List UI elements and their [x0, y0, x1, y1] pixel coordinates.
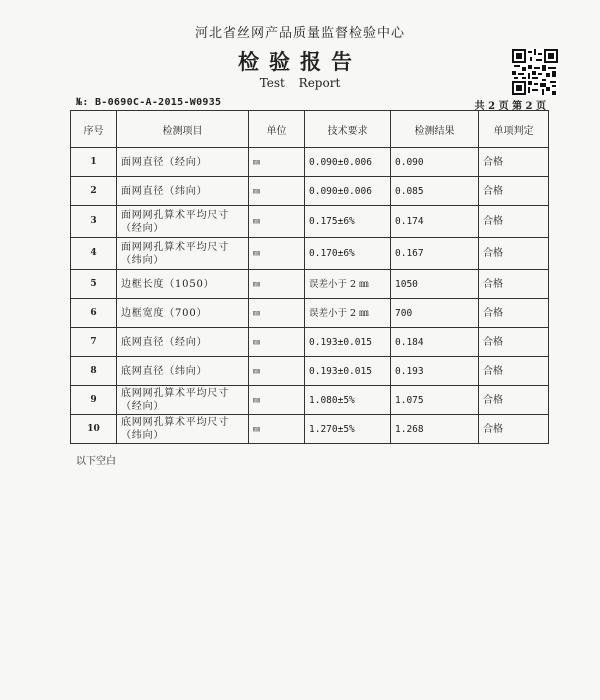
test-result: 1.075 — [391, 386, 479, 415]
test-item: 面网网孔算术平均尺寸（经向） — [117, 206, 249, 238]
technical-requirement: 0.193±0.015 — [305, 328, 391, 357]
inspection-table — [70, 110, 549, 444]
row-number: 3 — [71, 206, 117, 238]
column-header-result: 检测结果 — [391, 111, 479, 148]
table-row — [71, 270, 549, 299]
test-item: 边框宽度（700） — [117, 299, 249, 328]
column-header-no: 序号 — [71, 111, 117, 148]
unit: ㎜ — [249, 357, 305, 386]
unit: ㎜ — [249, 238, 305, 270]
verdict: 合格 — [479, 299, 549, 328]
table-row — [71, 328, 549, 357]
report-title: 检验报告 — [238, 49, 362, 74]
test-result: 0.184 — [391, 328, 479, 357]
technical-requirement: 0.175±6% — [305, 206, 391, 238]
technical-requirement: 1.080±5% — [305, 386, 391, 415]
column-header-verdict: 单项判定 — [479, 111, 549, 148]
qr-code-icon — [512, 49, 558, 95]
row-number: 4 — [71, 238, 117, 270]
table-row — [71, 386, 549, 415]
table-row — [71, 206, 549, 238]
blank-below-note: 以下空白 — [76, 456, 116, 467]
test-result: 0.193 — [391, 357, 479, 386]
test-result: 0.167 — [391, 238, 479, 270]
organization-name: 河北省丝网产品质量监督检验中心 — [194, 26, 405, 41]
row-number: 2 — [71, 177, 117, 206]
test-result: 1.268 — [391, 415, 479, 444]
table-row — [71, 177, 549, 206]
test-item: 边框长度（1050） — [117, 270, 249, 299]
unit: ㎜ — [249, 415, 305, 444]
unit: ㎜ — [249, 299, 305, 328]
verdict: 合格 — [479, 328, 549, 357]
test-result: 0.085 — [391, 177, 479, 206]
technical-requirement: 0.090±0.006 — [305, 177, 391, 206]
table-row — [71, 238, 549, 270]
technical-requirement: 0.170±6% — [305, 238, 391, 270]
verdict: 合格 — [479, 206, 549, 238]
table-row — [71, 148, 549, 177]
report-subtitle: Test Report — [259, 76, 341, 90]
technical-requirement: 误差小于 2 ㎜ — [305, 270, 391, 299]
test-item: 底网网孔算术平均尺寸（纬向） — [117, 415, 249, 444]
test-item: 底网网孔算术平均尺寸（经向） — [117, 386, 249, 415]
test-item: 面网网孔算术平均尺寸（纬向） — [117, 238, 249, 270]
verdict: 合格 — [479, 386, 549, 415]
row-number: 5 — [71, 270, 117, 299]
verdict: 合格 — [479, 270, 549, 299]
test-item: 底网直径（纬向） — [117, 357, 249, 386]
column-header-requirement: 技术要求 — [305, 111, 391, 148]
unit: ㎜ — [249, 206, 305, 238]
report-number: №: B-0690C-A-2015-W0935 — [76, 97, 222, 108]
test-item: 面网直径（纬向） — [117, 177, 249, 206]
verdict: 合格 — [479, 415, 549, 444]
test-result: 0.090 — [391, 148, 479, 177]
row-number: 10 — [71, 415, 117, 444]
test-item: 面网直径（经向） — [117, 148, 249, 177]
test-result: 700 — [391, 299, 479, 328]
unit: ㎜ — [249, 177, 305, 206]
row-number: 9 — [71, 386, 117, 415]
table-row — [71, 357, 549, 386]
test-item: 底网直径（经向） — [117, 328, 249, 357]
column-header-item: 检测项目 — [117, 111, 249, 148]
test-result: 1050 — [391, 270, 479, 299]
table-row — [71, 299, 549, 328]
unit: ㎜ — [249, 270, 305, 299]
report-meta — [76, 97, 546, 111]
unit: ㎜ — [249, 386, 305, 415]
table-row — [71, 415, 549, 444]
column-header-unit: 单位 — [249, 111, 305, 148]
page-count: 共 2 页 第 2 页 — [474, 101, 546, 112]
verdict: 合格 — [479, 148, 549, 177]
verdict: 合格 — [479, 357, 549, 386]
verdict: 合格 — [479, 238, 549, 270]
row-number: 6 — [71, 299, 117, 328]
technical-requirement: 0.090±0.006 — [305, 148, 391, 177]
technical-requirement: 0.193±0.015 — [305, 357, 391, 386]
row-number: 8 — [71, 357, 117, 386]
table-header-row — [71, 111, 549, 148]
row-number: 7 — [71, 328, 117, 357]
technical-requirement: 误差小于 2 ㎜ — [305, 299, 391, 328]
unit: ㎜ — [249, 148, 305, 177]
row-number: 1 — [71, 148, 117, 177]
technical-requirement: 1.270±5% — [305, 415, 391, 444]
test-result: 0.174 — [391, 206, 479, 238]
unit: ㎜ — [249, 328, 305, 357]
verdict: 合格 — [479, 177, 549, 206]
